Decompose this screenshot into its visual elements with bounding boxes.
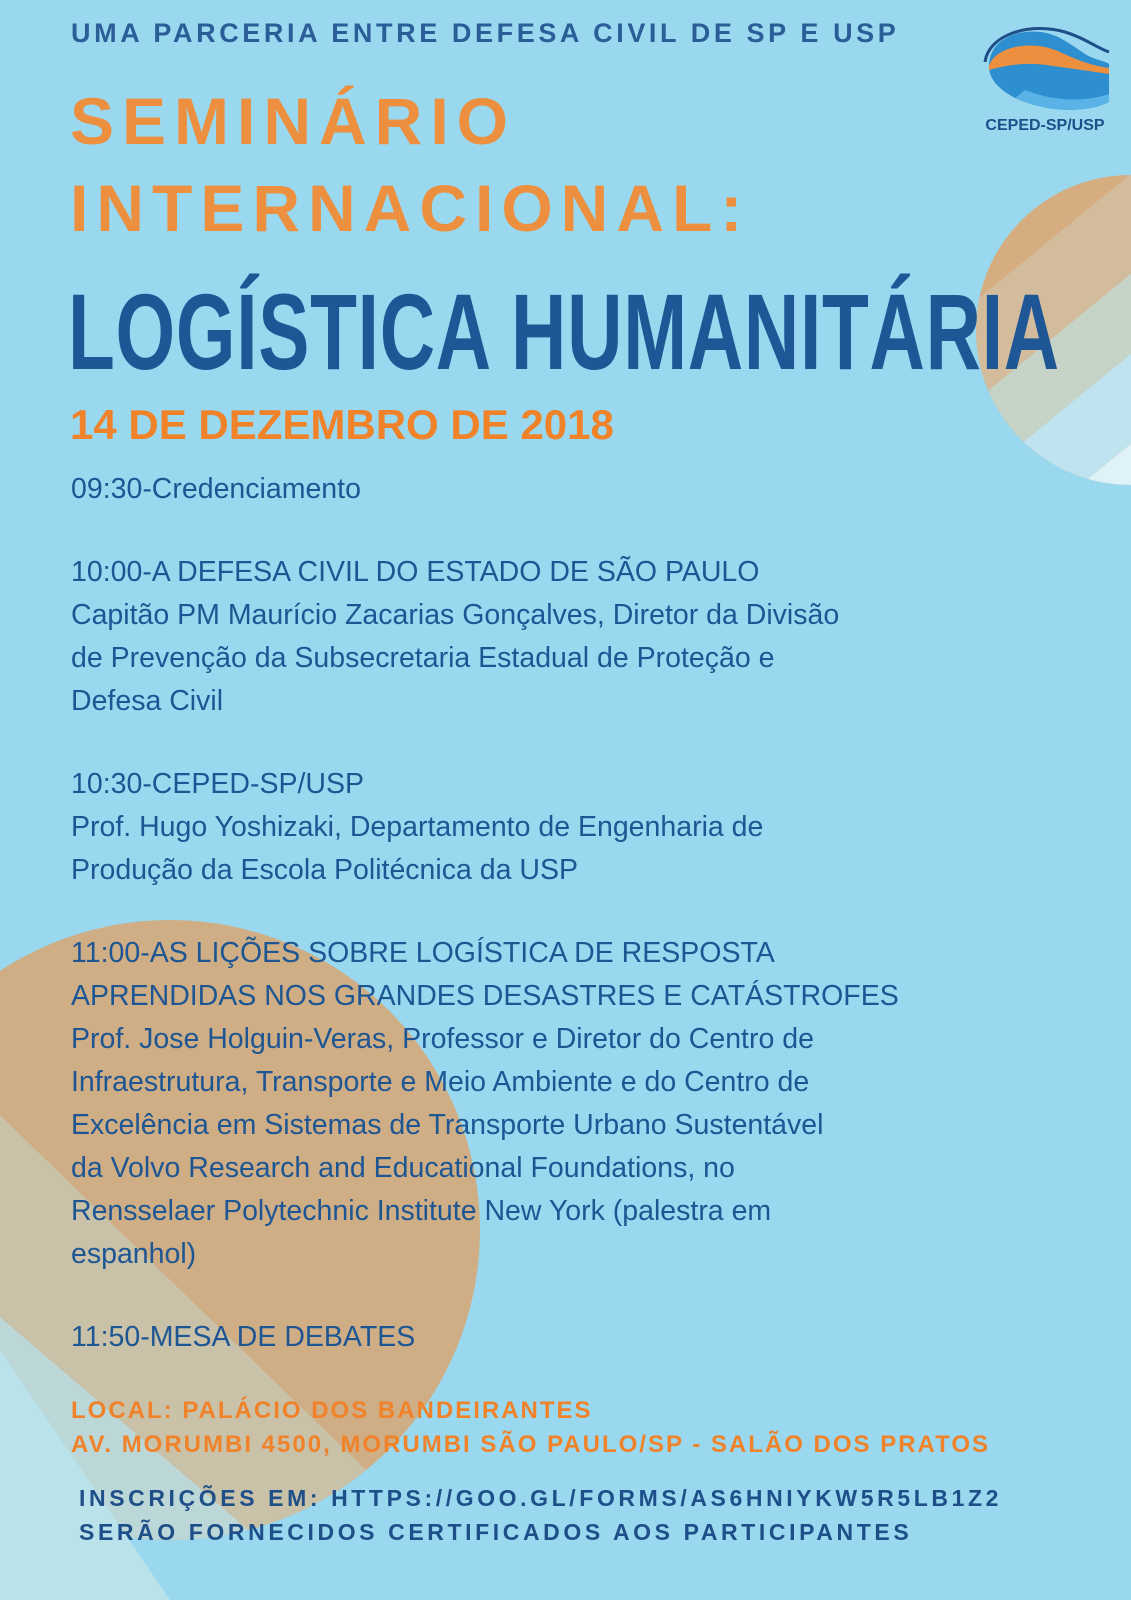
program-item [71, 551, 996, 723]
program-line: 10:30-CEPED-SP/USP [71, 768, 365, 800]
program-line: Capitão PM Maurício Zacarias Gonçalves, Diretor da Divisão [71, 599, 840, 631]
program-line: Excelência em Sistemas de Transporte Urbano Sustentável [71, 1109, 824, 1141]
program-line: 11:00-AS LIÇÕES SOBRE LOGÍSTICA DE RESPOSTA [71, 937, 775, 969]
program-line: espanhol) [71, 1238, 197, 1270]
main-title: LOGÍSTICA HUMANITÁRIA [68, 271, 1060, 392]
title-internacional: INTERNACIONAL: [70, 171, 751, 245]
partnership-tagline: UMA PARCERIA ENTRE DEFESA CIVIL DE SP E USP [71, 18, 900, 48]
venue-info [71, 1394, 990, 1462]
program-line: Infraestrutura, Transporte e Meio Ambiente e do Centro de [71, 1066, 810, 1098]
program-item [71, 468, 996, 511]
venue-name: LOCAL: PALÁCIO DOS BANDEIRANTES [71, 1397, 593, 1424]
program-item [71, 1316, 996, 1359]
program-schedule [71, 468, 996, 1399]
program-line: 10:00-A DEFESA CIVIL DO ESTADO DE SÃO PAULO [71, 556, 760, 588]
certificate-note: SERÃO FORNECIDOS CERTIFICADOS AOS PARTICIPANTES [79, 1519, 913, 1545]
program-line: Defesa Civil [71, 685, 224, 717]
program-line: 09:30-Credenciamento [71, 473, 361, 505]
program-line: da Volvo Research and Educational Foundations, no [71, 1152, 735, 1184]
logo-text: CEPED-SP/USP [985, 117, 1105, 134]
program-line: Rensselaer Polytechnic Institute New York (palestra em [71, 1195, 772, 1227]
signup-info [79, 1481, 1002, 1549]
title-seminario: SEMINÁRIO [70, 84, 517, 158]
program-line: de Prevenção da Subsecretaria Estadual de Proteção e [71, 642, 775, 674]
program-line: Prof. Hugo Yoshizaki, Departamento de Engenharia de [71, 811, 764, 843]
program-line: APRENDIDAS NOS GRANDES DESASTRES E CATÁSTROFES [71, 980, 899, 1012]
program-item [71, 763, 996, 892]
ceped-logo-mark [975, 22, 1115, 117]
ceped-logo [975, 22, 1115, 142]
event-date: 14 DE DEZEMBRO DE 2018 [70, 401, 614, 448]
signup-link[interactable]: INSCRIÇÕES EM: HTTPS://GOO.GL/FORMS/AS6HNIYKW5R5LB1Z2 [79, 1485, 1003, 1511]
program-line: 11:50-MESA DE DEBATES [71, 1321, 416, 1353]
venue-address: AV. MORUMBI 4500, MORUMBI SÃO PAULO/SP - SALÃO DOS PRATOS [71, 1431, 990, 1458]
program-item [71, 932, 996, 1276]
program-line: Produção da Escola Politécnica da USP [71, 854, 578, 886]
program-line: Prof. Jose Holguin-Veras, Professor e Diretor do Centro de [71, 1023, 814, 1055]
